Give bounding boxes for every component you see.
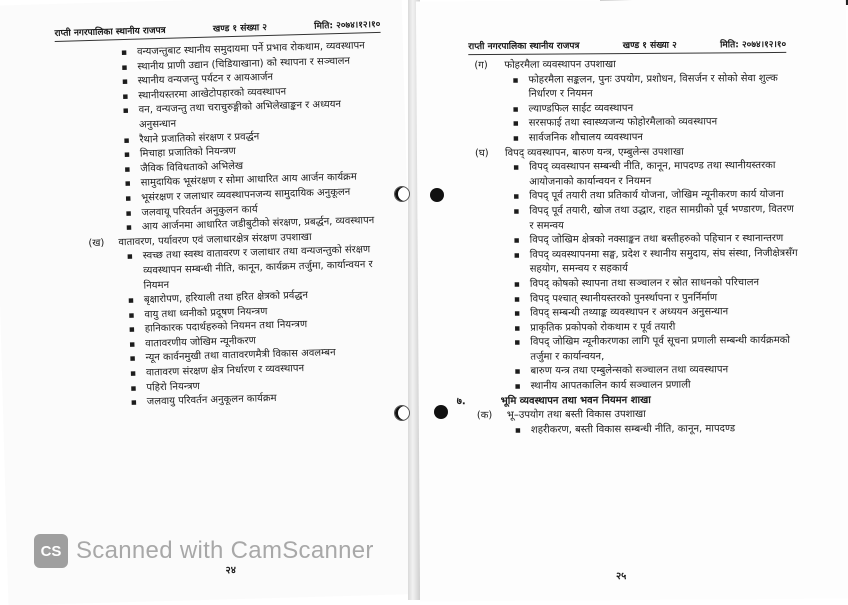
bullet-item: ▪ वायु तथा ध्वनीको प्रदूषण नियन्त्रण xyxy=(124,302,385,324)
bullet-item: ▪ जैविक विविधताको अभिलेख xyxy=(120,156,381,178)
subsection-marker: (ग) xyxy=(474,60,488,72)
punch-hole-icon xyxy=(430,188,444,202)
gazette-title: राप्ती नगरपालिका स्थानीय राजपत्र xyxy=(468,41,580,53)
bullet-item: ▪ जलवायू परिवर्तन अनुकुलन कार्य xyxy=(121,199,382,221)
bullet-item: ▪ स्वच्छ तथा स्वस्थ वातावरण र जलाधार तथा वन्यजन्तुको संरक्षण व्यवस्थापन सम्बन्धी नीति, कानून, कार्यक्रम तर्जुमा, कार्यान्वयन र नियमन xyxy=(123,243,385,294)
bullet-item: ▪ मिचाहा प्रजातिको नियन्त्रण xyxy=(120,141,381,163)
watermark-text: Scanned with CamScanner xyxy=(76,537,374,564)
bullet-item: ▪ वन्यजन्तुबाट स्थानीय समुदायमा पर्ने प्रभाव रोकथाम, व्यवस्थापन xyxy=(117,39,378,61)
right-page xyxy=(416,0,848,601)
right-page-content xyxy=(454,57,802,439)
bullet-item: ▪ रैथाने प्रजातिको संरक्षण र प्रवर्द्धन xyxy=(119,126,380,148)
volume-number: खण्ड १ संख्या २ xyxy=(212,23,268,35)
bullet-list xyxy=(454,71,800,146)
bullet-item: ▪ ल्याण्डफिल साईट व्यवस्थापन xyxy=(509,101,800,118)
page-number: २४ xyxy=(225,565,237,577)
subsection-title: भू–उपयोग तथा बस्ती विकास उपशाखा xyxy=(506,409,646,422)
subsection-title: वातावरण, पर्यावरण एवं जलाधारक्षेत्र संरक्षण उपशाखा xyxy=(118,231,312,248)
subsection-marker: (क) xyxy=(476,410,493,422)
bullet-item: ▪ विपद् सम्बन्धी तथ्याङ्क व्यवस्थापन र अध्ययन अनुसन्धान xyxy=(510,305,801,322)
page-header xyxy=(54,17,380,42)
page-number: २५ xyxy=(615,571,627,583)
gazette-title: राप्ती नगरपालिका स्थानीय राजपत्र xyxy=(54,25,166,39)
punch-hole-icon xyxy=(434,405,448,419)
bullet-item: ▪ पहिरो नियन्त्रण xyxy=(126,374,387,396)
punch-hole-icon xyxy=(394,405,410,421)
bullet-item: ▪ सामुदायिक भूसंरक्षण र सोमा आधारित आय आर्जन कार्यक्रम xyxy=(121,170,382,192)
bullet-item: ▪ स्थानीय वन्यजन्तु पर्यटन र आयआर्जन xyxy=(118,68,379,90)
bullet-item: ▪ बृक्षारोपण, हरियाली तथा हरित क्षेत्रको प्रर्वद्धन xyxy=(124,287,385,309)
camscanner-watermark xyxy=(34,534,374,568)
bullet-item: ▪ वातावरणीय जोखिम न्यूनीकरण xyxy=(125,331,386,353)
left-page-content xyxy=(63,39,388,412)
bullet-item: ▪ फोहरमैला सङ्कलन, पुनः उपयोग, प्रशोधन, विसर्जन र सोको सेवा शुल्क निर्धारण र नियमन xyxy=(508,71,799,102)
left-page xyxy=(0,0,418,605)
gazette-date: मिति: २०७४।१२।१० xyxy=(314,19,381,32)
bullet-item: ▪ बारुण यन्त्र तथा एम्बुलेन्सको सञ्चालन तथा व्यवस्थापन xyxy=(510,363,801,380)
bullet-item: ▪ स्थानीय आपतकालिन कार्य सञ्चालन प्रणाली xyxy=(511,378,802,395)
bullet-item: ▪ विपद् पूर्व तयारी, खोज तथा उद्धार, राहत सामग्रीको पूर्व भण्डारण, वितरण र समन्वय xyxy=(509,203,800,234)
subsection-title: फोहरमैला व्यवस्थापन उपशाखा xyxy=(504,59,616,71)
bullet-item: ▪ वातावरण संरक्षण क्षेत्र निर्धारण र व्यवस्थापन xyxy=(126,360,387,382)
bullet-item: ▪ न्यून कार्वनमुखी तथा वातावरणमैत्री विकास अवलम्बन xyxy=(125,345,386,367)
bullet-list xyxy=(69,243,388,412)
bullet-item: ▪ सार्वजनिक शौचालय व्यवस्थापन xyxy=(509,130,800,147)
bullet-item: ▪ विपद् कोषको स्थापना तथा सञ्चालन र स्रोत साधनको परिचालन xyxy=(510,276,801,293)
bullet-item: ▪ विपद् जोखिम क्षेत्रको नक्साङ्कन तथा बस्तीहरुको पहिचान र स्थानान्तरण xyxy=(510,232,801,249)
bullet-list xyxy=(455,159,802,395)
bullet-item: ▪ आय आर्जनमा आधारित जडीबुटीको संरक्षण, प्रबर्द्धन, व्यवस्थापन xyxy=(122,214,383,236)
bullet-item: ▪ भूसंरक्षण र जलाधार व्यवस्थापनजन्य सामुदायिक अनुकूलन xyxy=(121,185,382,207)
bullet-item: ▪ शहरीकरण, बस्ती विकास सम्बन्धी नीति, कानून, मापदण्ड xyxy=(511,422,802,439)
volume-number: खण्ड १ संख्या २ xyxy=(622,40,677,52)
bullet-item: ▪ हानिकारक पदार्थहरुको नियमन तथा नियन्त्रण xyxy=(125,316,386,338)
camscanner-logo-icon: CS xyxy=(34,534,68,568)
bullet-item: ▪ विपद् व्यवस्थापन सम्बन्धी नीति, कानून, मापदण्ड तथा स्थानीयस्तरका आयोजनाको कार्यान्वयन र नियमन xyxy=(509,159,800,190)
subsection-title: विपद् व्यवस्थापन, बारुण यन्त्र, एम्बुलेन्स उपशाखा xyxy=(504,146,684,159)
bullet-item: ▪ स्थानीयस्तरमा आखेटोपहारको व्यवस्थापन xyxy=(118,83,379,105)
gazette-date: मिति: २०७४।१२।१० xyxy=(720,39,787,51)
bullet-item: ▪ विपद् जोखिम न्यूनीकरणका लागि पूर्व सूचना प्रणाली सम्बन्धी कार्यक्रमको तर्जुमा र कार्यान्वयन, xyxy=(510,334,801,365)
bullet-item: ▪ वन, वन्यजन्तु तथा चराचुरुङ्गीको अभिलेखाङ्कन र अध्ययन अनुसन्धान xyxy=(119,97,381,133)
subsection-marker: (घ) xyxy=(474,147,489,159)
bullet-item: ▪ विपद् पश्चात् स्थानीयस्तरको पुनर्स्थापना र पुनर्निर्माण xyxy=(510,290,801,307)
bullet-item: ▪ स्थानीय प्राणी उद्यान (चिडियाखाना) को स्थापना र सञ्चालन xyxy=(117,54,378,76)
bullet-item: ▪ विपद् व्यवस्थापनमा सङ्घ, प्रदेश र स्थानीय समुदाय, संघ संस्था, निजीक्षेत्रसँग सहयोग, समन्वय र सहकार्य xyxy=(510,247,801,278)
bullet-item: ▪ विपद् पूर्व तयारी तथा प्रतिकार्य योजना, जोखिम न्यूनीकरण कार्य योजना xyxy=(509,188,800,205)
page-header xyxy=(468,37,786,55)
section-title: भूमि व्यवस्थापन तथा भवन नियमन शाखा xyxy=(500,394,651,407)
bullet-list xyxy=(63,39,383,237)
bullet-item: ▪ प्राकृतिक प्रकोपको रोकथाम र पूर्व तयारी xyxy=(510,320,801,337)
bullet-list xyxy=(457,422,802,439)
subsection-marker: (ख) xyxy=(88,237,105,249)
bullet-item: ▪ सरसफाई तथा स्वास्थ्यजन्य फोहोरमैलाको व्यवस्थापन xyxy=(509,115,800,132)
punch-hole-icon xyxy=(394,186,410,202)
section-marker: ७. xyxy=(456,395,466,407)
bullet-item: ▪ जलवायु परिवर्तन अनुकूलन कार्यक्रम xyxy=(127,389,388,411)
